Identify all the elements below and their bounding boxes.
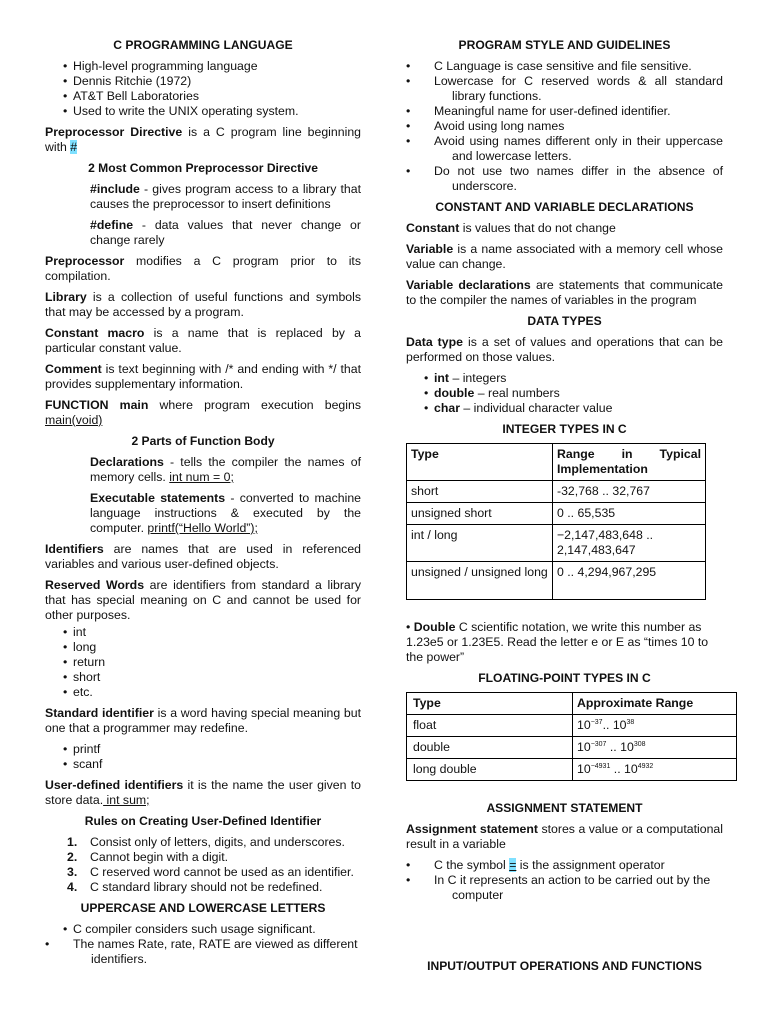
list-item: • printf xyxy=(45,742,361,757)
floating-types-table xyxy=(406,692,737,781)
table-cell xyxy=(573,759,737,781)
definition: - data values that never change or change rarely xyxy=(90,218,361,247)
item-number: 3. xyxy=(67,865,78,879)
comment-paragraph xyxy=(45,362,361,392)
table-header-cell xyxy=(573,693,737,715)
subsection-title-rules: Rules on Creating User-Defined Identifier xyxy=(84,814,322,828)
item-number: 2. xyxy=(67,850,78,864)
list-item xyxy=(45,880,361,895)
item-text: C standard library should not be redefined. xyxy=(90,880,323,894)
double-note-paragraph: • Double C scientific notation, we write this number as 1.23e5 or 1.23E5. Read the letter e or E as “times 10 to the power” xyxy=(406,620,709,664)
executable-paragraph xyxy=(90,491,361,536)
term: User-defined identifiers xyxy=(45,778,184,792)
term: Variable xyxy=(406,242,454,256)
term: Identifiers xyxy=(45,542,104,556)
term: double xyxy=(434,386,475,400)
list-item xyxy=(406,371,723,386)
table-row xyxy=(407,503,706,525)
definition: is a word having special meaning but one that a programmer may redefine. xyxy=(45,706,361,735)
preprocessor-paragraph xyxy=(45,254,361,284)
definition: – integers xyxy=(449,371,507,385)
section-title-program-style: PROGRAM STYLE AND GUIDELINES xyxy=(458,38,671,52)
list-item: • C compiler considers such usage significant. xyxy=(45,922,361,937)
term: Library xyxy=(45,290,87,304)
user-defined-paragraph xyxy=(45,778,361,808)
table-row xyxy=(407,759,737,781)
define-paragraph xyxy=(90,218,361,248)
definition: is text beginning with /* and ending with */ that provides supplementary information. xyxy=(45,362,361,391)
exponent: 38 xyxy=(626,718,635,726)
spacer xyxy=(406,787,723,801)
table-cell: long double xyxy=(407,759,573,781)
table-header-cell xyxy=(407,444,553,481)
base: 10 xyxy=(612,718,627,732)
term: char xyxy=(434,401,460,415)
table-cell: 0 .. 4,294,967,295 xyxy=(553,562,706,600)
list-item: • return xyxy=(45,655,361,670)
table-title-floating-types: FLOATING-POINT TYPES IN C xyxy=(478,671,651,685)
table-header-row xyxy=(407,444,706,481)
table-cell: unsigned short xyxy=(407,503,553,525)
list-item xyxy=(45,850,361,865)
standard-identifier-list xyxy=(45,742,361,772)
term: Preprocessor xyxy=(45,254,125,268)
header-text: Approximate Range xyxy=(577,696,694,710)
table-title-integer-types: INTEGER TYPES IN C xyxy=(502,422,627,436)
definition: are statements that communicate to the compiler the names of variables in the program xyxy=(406,278,723,307)
term: Executable statements xyxy=(90,491,226,505)
table-header-cell xyxy=(407,693,573,715)
list-item: • The names Rate, rate, RATE are viewed as different identifiers. xyxy=(45,937,361,967)
item-text: C reserved word cannot be used as an identifier. xyxy=(90,865,354,879)
definition: are names that are used in referenced variables and various user-defined objects. xyxy=(45,542,361,571)
data-type-paragraph xyxy=(406,335,723,365)
exponent: 4932 xyxy=(637,762,654,770)
term: Reserved Words xyxy=(45,578,145,592)
definition: – real numbers xyxy=(474,386,560,400)
section-title-assignment: ASSIGNMENT STATEMENT xyxy=(486,801,643,815)
code-example: main(void) xyxy=(45,413,103,427)
term: int xyxy=(434,371,450,385)
standard-identifier-paragraph xyxy=(45,706,361,736)
rules-list xyxy=(45,835,361,895)
style-list xyxy=(406,59,723,194)
list-item xyxy=(406,858,723,873)
list-item: • scanf xyxy=(45,757,361,772)
definition: modifies a C program prior to its compilation. xyxy=(45,254,361,283)
table-cell xyxy=(573,737,737,759)
term: Constant macro xyxy=(45,326,145,340)
base: 10 xyxy=(577,740,591,754)
list-item: • High-level programming language xyxy=(45,59,361,74)
definition: stores a value or a computational result in a variable xyxy=(406,822,723,851)
list-item: • int xyxy=(45,625,361,640)
list-item: • Dennis Ritchie (1972) xyxy=(45,74,361,89)
base: 10 xyxy=(624,762,638,776)
item-number: 4. xyxy=(67,880,78,894)
section-title-data-types: DATA TYPES xyxy=(527,314,602,328)
section-title-upper-lower: UPPERCASE AND LOWERCASE LETTERS xyxy=(80,901,326,915)
exponent: −307 xyxy=(590,740,607,748)
list-item: • Avoid using names different only in their uppercase and lowercase letters. xyxy=(406,134,723,164)
code-example: printf(“Hello World”); xyxy=(147,521,258,535)
base: 10 xyxy=(577,762,591,776)
term: Standard identifier xyxy=(45,706,154,720)
table-row xyxy=(407,525,706,562)
term: FUNCTION main xyxy=(45,398,149,412)
code-example: int num = 0; xyxy=(169,470,234,484)
table-cell: float xyxy=(407,715,573,737)
include-paragraph xyxy=(90,182,361,212)
declarations-paragraph xyxy=(90,455,361,485)
term: #define xyxy=(90,218,134,232)
list-item: • AT&T Bell Laboratories xyxy=(45,89,361,104)
term: Constant xyxy=(406,221,460,235)
term: Comment xyxy=(45,362,102,376)
separator: .. xyxy=(602,718,613,732)
table-cell: unsigned / unsigned long xyxy=(407,562,553,600)
term: Variable declarations xyxy=(406,278,531,292)
spacer xyxy=(406,909,723,959)
identifiers-paragraph xyxy=(45,542,361,572)
data-types-list xyxy=(406,371,723,416)
definition: is values that do not change xyxy=(459,221,616,235)
definition: - converted to machine language instructions & executed by the computer. xyxy=(90,491,361,535)
definition: - tells the compiler the names of memory cells. xyxy=(90,455,361,484)
right-column xyxy=(406,38,723,980)
list-item: • long xyxy=(45,640,361,655)
reserved-words-list xyxy=(45,625,361,700)
list-item: • etc. xyxy=(45,685,361,700)
header-text: Type xyxy=(413,696,441,710)
term: Data type xyxy=(406,335,463,349)
term: #include xyxy=(90,182,140,196)
table-row xyxy=(407,562,706,600)
header-text: Type xyxy=(411,447,439,461)
item-text: Consist only of letters, digits, and underscores. xyxy=(90,835,345,849)
list-item: • Meaningful name for user-defined identifier. xyxy=(406,104,723,119)
section-title-c-programming: C PROGRAMMING LANGUAGE xyxy=(113,38,293,52)
definition: is a name associated with a memory cell whose value can change. xyxy=(406,242,723,271)
definition: where program execution begins xyxy=(148,398,361,412)
list-item: • Do not use two names differ in the absence of underscore. xyxy=(406,164,723,194)
term: Preprocessor Directive xyxy=(45,125,183,139)
base: 10 xyxy=(577,718,591,732)
table-cell xyxy=(573,715,737,737)
item-number: 1. xyxy=(67,835,78,849)
list-item xyxy=(45,835,361,850)
list-item xyxy=(406,386,723,401)
spacer xyxy=(406,606,723,620)
item-text: Cannot begin with a digit. xyxy=(90,850,229,864)
list-item: • Lowercase for C reserved words & all standard library functions. xyxy=(406,74,723,104)
list-item: • short xyxy=(45,670,361,685)
item-text: is the assignment operator xyxy=(516,858,665,872)
separator: .. xyxy=(610,762,625,776)
hash-symbol-highlight: # xyxy=(70,140,78,154)
integer-types-table xyxy=(406,443,706,600)
intro-list xyxy=(45,59,361,119)
table-row xyxy=(407,715,737,737)
definition: is a C program line beginning with xyxy=(45,125,362,154)
term: Assignment statement xyxy=(406,822,538,836)
list-item: • In C it represents an action to be carried out by the computer xyxy=(406,873,723,903)
list-item xyxy=(406,401,723,416)
list-item xyxy=(45,865,361,880)
function-main-paragraph xyxy=(45,398,361,428)
case-list xyxy=(45,922,361,967)
item-text: C the symbol xyxy=(434,858,510,872)
exponent: −4931 xyxy=(590,762,611,770)
constant-macro-paragraph xyxy=(45,326,361,356)
definition: C scientific notation, we write this number as 1.23e5 or 1.23E5. Read the letter e or E as “times 10 to the power” xyxy=(406,620,709,664)
subsection-title-common-directive: 2 Most Common Preprocessor Directive xyxy=(88,161,318,175)
definition: is a collection of useful functions and symbols that may be accessed by a program. xyxy=(45,290,361,319)
table-cell: 0 .. 65,535 xyxy=(553,503,706,525)
subsection-title-function-body: 2 Parts of Function Body xyxy=(131,434,275,448)
equals-symbol-highlight: = xyxy=(509,858,517,872)
reserved-words-paragraph xyxy=(45,578,361,623)
assignment-paragraph xyxy=(406,822,723,852)
definition: is a set of values and operations that can be performed on those values. xyxy=(406,335,724,364)
left-column xyxy=(45,38,361,973)
term: Declarations xyxy=(90,455,164,469)
table-row xyxy=(407,737,737,759)
table-cell: int / long xyxy=(407,525,553,562)
separator: .. xyxy=(606,740,621,754)
base: 10 xyxy=(620,740,634,754)
table-cell: short xyxy=(407,481,553,503)
exponent: −37 xyxy=(590,718,603,726)
definition: it is the name the user given to store data. xyxy=(45,778,362,807)
table-cell: -32,768 .. 32,767 xyxy=(553,481,706,503)
definition: are identifiers from standard a library that has special meaning on C and cannot be used for other purposes. xyxy=(45,578,361,622)
definition: is a name that is replaced by a particular constant value. xyxy=(45,326,361,355)
table-row xyxy=(407,481,706,503)
preprocessor-directive-paragraph xyxy=(45,125,361,155)
header-text: Range in Typical Implementation xyxy=(557,447,701,476)
definition: - gives program access to a library that causes the preprocessor to insert definitions xyxy=(90,182,361,211)
list-item: • Avoid using long names xyxy=(406,119,723,134)
exponent: 308 xyxy=(633,740,646,748)
list-item: • Used to write the UNIX operating system. xyxy=(45,104,361,119)
table-header-row xyxy=(407,693,737,715)
section-title-io: INPUT/OUTPUT OPERATIONS AND FUNCTIONS xyxy=(427,959,702,973)
term: Double xyxy=(413,620,456,634)
table-header-cell xyxy=(553,444,706,481)
table-cell: double xyxy=(407,737,573,759)
assignment-list xyxy=(406,858,723,903)
section-title-declarations: CONSTANT AND VARIABLE DECLARATIONS xyxy=(435,200,694,214)
definition: – individual character value xyxy=(459,401,613,415)
variable-declarations-paragraph xyxy=(406,278,723,308)
library-paragraph xyxy=(45,290,361,320)
list-item: • C Language is case sensitive and file sensitive. xyxy=(406,59,723,74)
code-example: int sum; xyxy=(103,793,150,807)
table-cell: −2,147,483,648 .. 2,147,483,647 xyxy=(553,525,706,562)
variable-paragraph xyxy=(406,242,723,272)
constant-paragraph xyxy=(406,221,723,236)
